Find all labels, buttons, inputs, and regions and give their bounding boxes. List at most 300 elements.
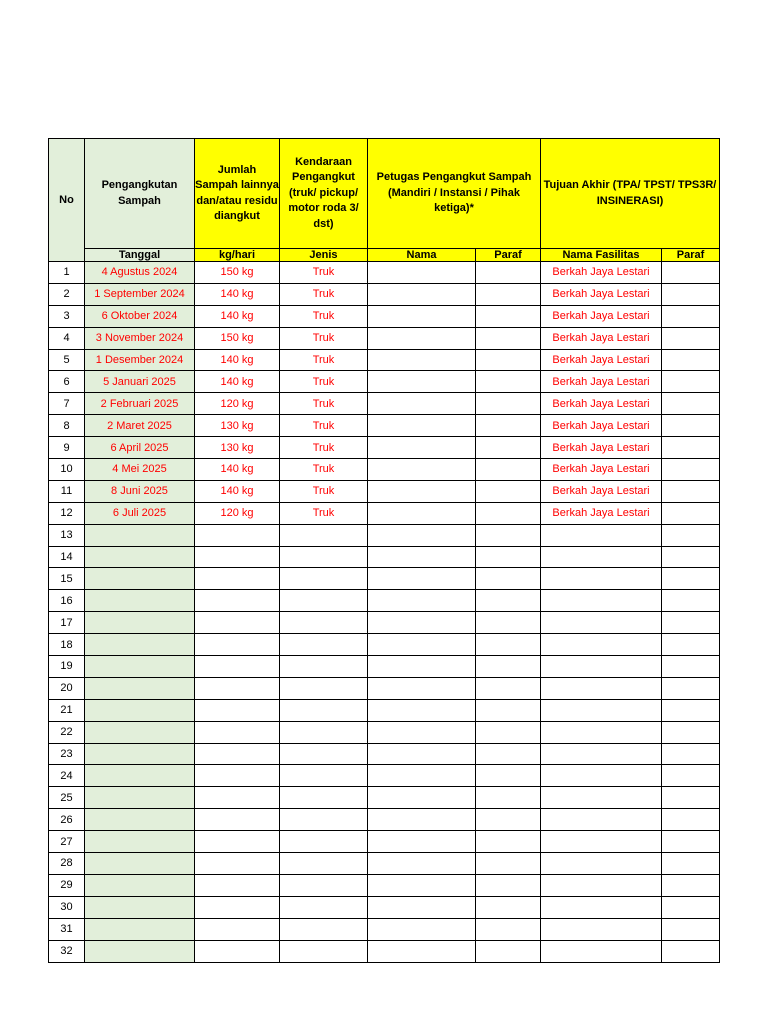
table-row <box>49 371 720 393</box>
cell-kg <box>195 831 280 853</box>
cell-no: 4 <box>49 327 85 349</box>
cell-kg <box>195 765 280 787</box>
cell-no: 21 <box>49 699 85 721</box>
cell-nama-fasilitas: Berkah Jaya Lestari <box>541 502 662 524</box>
cell-paraf-tujuan <box>662 502 720 524</box>
cell-tanggal: 2 Maret 2025 <box>85 415 195 437</box>
cell-kg: 140 kg <box>195 371 280 393</box>
cell-paraf-tujuan <box>662 524 720 546</box>
table-row <box>49 699 720 721</box>
cell-nama-fasilitas <box>541 546 662 568</box>
cell-nama-fasilitas <box>541 656 662 678</box>
header-tanggal: Tanggal <box>85 249 195 262</box>
cell-paraf-tujuan <box>662 283 720 305</box>
cell-kg <box>195 787 280 809</box>
cell-nama-petugas <box>368 721 476 743</box>
cell-paraf-tujuan <box>662 371 720 393</box>
cell-tanggal <box>85 568 195 590</box>
table-row <box>49 743 720 765</box>
cell-nama-petugas <box>368 853 476 875</box>
table-row <box>49 765 720 787</box>
cell-nama-petugas <box>368 809 476 831</box>
cell-jenis <box>280 743 368 765</box>
table-row <box>49 283 720 305</box>
cell-jenis <box>280 677 368 699</box>
cell-kg <box>195 853 280 875</box>
cell-tanggal <box>85 677 195 699</box>
header-row-main <box>49 139 720 249</box>
cell-paraf-petugas <box>476 327 541 349</box>
cell-paraf-petugas <box>476 699 541 721</box>
table-row <box>49 721 720 743</box>
cell-nama-fasilitas: Berkah Jaya Lestari <box>541 437 662 459</box>
header-no: No <box>49 139 85 262</box>
cell-kg: 140 kg <box>195 283 280 305</box>
table-row <box>49 415 720 437</box>
table-row <box>49 262 720 284</box>
table-row <box>49 677 720 699</box>
cell-no: 10 <box>49 459 85 481</box>
cell-tanggal <box>85 787 195 809</box>
table-row <box>49 853 720 875</box>
cell-jenis: Truk <box>280 393 368 415</box>
cell-kg <box>195 918 280 940</box>
cell-nama-fasilitas <box>541 590 662 612</box>
cell-nama-petugas <box>368 349 476 371</box>
cell-nama-fasilitas <box>541 787 662 809</box>
cell-tanggal <box>85 721 195 743</box>
cell-tanggal: 4 Mei 2025 <box>85 459 195 481</box>
cell-kg: 150 kg <box>195 327 280 349</box>
cell-tanggal: 6 April 2025 <box>85 437 195 459</box>
cell-tanggal: 3 November 2024 <box>85 327 195 349</box>
cell-kg <box>195 590 280 612</box>
cell-paraf-petugas <box>476 634 541 656</box>
cell-jenis <box>280 765 368 787</box>
cell-nama-fasilitas <box>541 743 662 765</box>
cell-paraf-tujuan <box>662 393 720 415</box>
cell-no: 5 <box>49 349 85 371</box>
cell-nama-petugas <box>368 305 476 327</box>
table-row <box>49 480 720 502</box>
cell-tanggal <box>85 874 195 896</box>
table-row <box>49 831 720 853</box>
cell-paraf-petugas <box>476 918 541 940</box>
cell-jenis <box>280 787 368 809</box>
cell-nama-fasilitas: Berkah Jaya Lestari <box>541 327 662 349</box>
cell-paraf-petugas <box>476 283 541 305</box>
cell-jenis: Truk <box>280 437 368 459</box>
cell-kg: 130 kg <box>195 415 280 437</box>
cell-jenis: Truk <box>280 371 368 393</box>
cell-paraf-petugas <box>476 568 541 590</box>
cell-paraf-petugas <box>476 546 541 568</box>
cell-no: 1 <box>49 262 85 284</box>
header-jenis: Jenis <box>280 249 368 262</box>
cell-paraf-petugas <box>476 787 541 809</box>
cell-paraf-tujuan <box>662 765 720 787</box>
cell-nama-petugas <box>368 415 476 437</box>
cell-no: 30 <box>49 896 85 918</box>
cell-tanggal <box>85 634 195 656</box>
cell-jenis: Truk <box>280 415 368 437</box>
cell-nama-petugas <box>368 765 476 787</box>
cell-nama-petugas <box>368 459 476 481</box>
cell-no: 23 <box>49 743 85 765</box>
cell-paraf-petugas <box>476 262 541 284</box>
cell-tanggal <box>85 743 195 765</box>
cell-paraf-petugas <box>476 524 541 546</box>
cell-jenis: Truk <box>280 502 368 524</box>
cell-jenis <box>280 524 368 546</box>
header-row-sub <box>49 249 720 262</box>
cell-nama-fasilitas <box>541 853 662 875</box>
cell-jenis <box>280 656 368 678</box>
cell-kg <box>195 896 280 918</box>
cell-no: 6 <box>49 371 85 393</box>
cell-no: 14 <box>49 546 85 568</box>
cell-nama-petugas <box>368 480 476 502</box>
cell-kg: 140 kg <box>195 305 280 327</box>
cell-nama-fasilitas: Berkah Jaya Lestari <box>541 262 662 284</box>
cell-nama-petugas <box>368 896 476 918</box>
cell-paraf-tujuan <box>662 699 720 721</box>
cell-nama-petugas <box>368 940 476 962</box>
cell-tanggal <box>85 918 195 940</box>
cell-kg <box>195 699 280 721</box>
cell-paraf-tujuan <box>662 634 720 656</box>
cell-no: 20 <box>49 677 85 699</box>
cell-no: 25 <box>49 787 85 809</box>
cell-no: 16 <box>49 590 85 612</box>
header-tujuan: Tujuan Akhir (TPA/ TPST/ TPS3R/ INSINERASI) <box>541 139 720 249</box>
cell-kg <box>195 940 280 962</box>
cell-paraf-tujuan <box>662 787 720 809</box>
cell-no: 11 <box>49 480 85 502</box>
cell-kg <box>195 568 280 590</box>
cell-nama-petugas <box>368 546 476 568</box>
cell-nama-fasilitas <box>541 831 662 853</box>
cell-paraf-petugas <box>476 612 541 634</box>
cell-no: 17 <box>49 612 85 634</box>
header-nama: Nama <box>368 249 476 262</box>
cell-jenis <box>280 721 368 743</box>
cell-nama-petugas <box>368 699 476 721</box>
header-kendaraan: Kendaraan Pengangkut (truk/ pickup/ motor roda 3/ dst) <box>280 139 368 249</box>
cell-paraf-petugas <box>476 677 541 699</box>
cell-paraf-petugas <box>476 349 541 371</box>
cell-paraf-petugas <box>476 502 541 524</box>
cell-no: 29 <box>49 874 85 896</box>
cell-paraf-petugas <box>476 721 541 743</box>
cell-paraf-tujuan <box>662 853 720 875</box>
cell-jenis: Truk <box>280 305 368 327</box>
cell-paraf-petugas <box>476 940 541 962</box>
cell-paraf-tujuan <box>662 568 720 590</box>
cell-paraf-petugas <box>476 831 541 853</box>
cell-no: 24 <box>49 765 85 787</box>
cell-paraf-tujuan <box>662 874 720 896</box>
cell-nama-fasilitas <box>541 677 662 699</box>
table-row <box>49 524 720 546</box>
cell-nama-fasilitas: Berkah Jaya Lestari <box>541 305 662 327</box>
cell-no: 18 <box>49 634 85 656</box>
table-row <box>49 940 720 962</box>
header-pengangkutan: Pengangkutan Sampah <box>85 139 195 249</box>
cell-tanggal: 5 Januari 2025 <box>85 371 195 393</box>
cell-paraf-petugas <box>476 305 541 327</box>
cell-tanggal: 6 Juli 2025 <box>85 502 195 524</box>
cell-no: 12 <box>49 502 85 524</box>
cell-jenis: Truk <box>280 283 368 305</box>
cell-kg <box>195 809 280 831</box>
cell-paraf-tujuan <box>662 721 720 743</box>
cell-jenis <box>280 918 368 940</box>
cell-jenis <box>280 699 368 721</box>
cell-nama-fasilitas <box>541 765 662 787</box>
cell-nama-fasilitas <box>541 896 662 918</box>
cell-paraf-petugas <box>476 809 541 831</box>
cell-tanggal <box>85 831 195 853</box>
cell-kg <box>195 546 280 568</box>
cell-tanggal: 4 Agustus 2024 <box>85 262 195 284</box>
cell-kg <box>195 743 280 765</box>
table-row <box>49 590 720 612</box>
cell-paraf-tujuan <box>662 459 720 481</box>
cell-nama-petugas <box>368 590 476 612</box>
cell-paraf-petugas <box>476 853 541 875</box>
cell-paraf-tujuan <box>662 327 720 349</box>
cell-tanggal <box>85 896 195 918</box>
table-row <box>49 787 720 809</box>
cell-jenis <box>280 940 368 962</box>
table-row <box>49 459 720 481</box>
cell-tanggal: 1 September 2024 <box>85 283 195 305</box>
cell-kg <box>195 721 280 743</box>
header-paraf-tujuan: Paraf <box>662 249 720 262</box>
cell-paraf-tujuan <box>662 918 720 940</box>
cell-tanggal <box>85 765 195 787</box>
cell-paraf-tujuan <box>662 349 720 371</box>
cell-jenis <box>280 853 368 875</box>
cell-kg: 150 kg <box>195 262 280 284</box>
table-row <box>49 546 720 568</box>
cell-no: 31 <box>49 918 85 940</box>
cell-paraf-tujuan <box>662 940 720 962</box>
cell-paraf-tujuan <box>662 896 720 918</box>
cell-nama-fasilitas <box>541 699 662 721</box>
cell-nama-fasilitas <box>541 634 662 656</box>
cell-paraf-tujuan <box>662 743 720 765</box>
cell-no: 28 <box>49 853 85 875</box>
cell-jenis <box>280 634 368 656</box>
cell-nama-petugas <box>368 502 476 524</box>
cell-jenis <box>280 546 368 568</box>
cell-nama-fasilitas <box>541 612 662 634</box>
header-petugas: Petugas Pengangkut Sampah (Mandiri / Instansi / Pihak ketiga)* <box>368 139 541 249</box>
cell-kg: 120 kg <box>195 502 280 524</box>
cell-nama-fasilitas: Berkah Jaya Lestari <box>541 480 662 502</box>
header-nama-fasilitas: Nama Fasilitas <box>541 249 662 262</box>
cell-tanggal <box>85 809 195 831</box>
cell-no: 27 <box>49 831 85 853</box>
cell-jenis <box>280 809 368 831</box>
cell-paraf-tujuan <box>662 480 720 502</box>
table-row <box>49 874 720 896</box>
cell-jenis <box>280 831 368 853</box>
cell-kg <box>195 656 280 678</box>
cell-nama-petugas <box>368 831 476 853</box>
cell-no: 7 <box>49 393 85 415</box>
cell-paraf-petugas <box>476 480 541 502</box>
cell-nama-petugas <box>368 743 476 765</box>
header-kg-hari: kg/hari <box>195 249 280 262</box>
table-row <box>49 896 720 918</box>
cell-jenis <box>280 896 368 918</box>
cell-nama-fasilitas: Berkah Jaya Lestari <box>541 349 662 371</box>
cell-jenis <box>280 590 368 612</box>
header-paraf-petugas: Paraf <box>476 249 541 262</box>
cell-nama-fasilitas <box>541 809 662 831</box>
cell-nama-petugas <box>368 656 476 678</box>
table-row <box>49 918 720 940</box>
cell-nama-petugas <box>368 283 476 305</box>
cell-tanggal: 1 Desember 2024 <box>85 349 195 371</box>
cell-paraf-petugas <box>476 415 541 437</box>
cell-jenis: Truk <box>280 327 368 349</box>
cell-nama-petugas <box>368 918 476 940</box>
cell-jenis: Truk <box>280 349 368 371</box>
table-row <box>49 634 720 656</box>
cell-paraf-petugas <box>476 590 541 612</box>
cell-nama-fasilitas: Berkah Jaya Lestari <box>541 459 662 481</box>
table-row <box>49 568 720 590</box>
cell-paraf-tujuan <box>662 305 720 327</box>
cell-jenis <box>280 874 368 896</box>
cell-nama-petugas <box>368 327 476 349</box>
cell-tanggal: 6 Oktober 2024 <box>85 305 195 327</box>
cell-no: 26 <box>49 809 85 831</box>
cell-no: 15 <box>49 568 85 590</box>
cell-paraf-tujuan <box>662 546 720 568</box>
cell-no: 22 <box>49 721 85 743</box>
cell-tanggal <box>85 612 195 634</box>
cell-nama-fasilitas <box>541 940 662 962</box>
cell-no: 9 <box>49 437 85 459</box>
cell-kg: 130 kg <box>195 437 280 459</box>
cell-tanggal <box>85 590 195 612</box>
cell-paraf-petugas <box>476 393 541 415</box>
cell-nama-fasilitas <box>541 721 662 743</box>
cell-paraf-tujuan <box>662 262 720 284</box>
cell-paraf-tujuan <box>662 656 720 678</box>
cell-nama-fasilitas <box>541 918 662 940</box>
cell-nama-petugas <box>368 262 476 284</box>
table-row <box>49 809 720 831</box>
cell-paraf-tujuan <box>662 809 720 831</box>
cell-kg <box>195 677 280 699</box>
cell-paraf-petugas <box>476 743 541 765</box>
table-row <box>49 327 720 349</box>
cell-no: 3 <box>49 305 85 327</box>
cell-kg <box>195 524 280 546</box>
cell-jenis: Truk <box>280 480 368 502</box>
cell-kg <box>195 634 280 656</box>
cell-paraf-petugas <box>476 874 541 896</box>
cell-nama-petugas <box>368 874 476 896</box>
cell-nama-petugas <box>368 524 476 546</box>
cell-tanggal: 8 Juni 2025 <box>85 480 195 502</box>
cell-kg: 140 kg <box>195 480 280 502</box>
cell-paraf-petugas <box>476 437 541 459</box>
cell-nama-petugas <box>368 634 476 656</box>
cell-paraf-tujuan <box>662 831 720 853</box>
cell-paraf-petugas <box>476 656 541 678</box>
cell-tanggal <box>85 940 195 962</box>
cell-nama-petugas <box>368 612 476 634</box>
table-row <box>49 393 720 415</box>
transport-log-table <box>48 138 720 963</box>
cell-nama-fasilitas: Berkah Jaya Lestari <box>541 371 662 393</box>
table-body <box>49 262 720 963</box>
cell-no: 19 <box>49 656 85 678</box>
cell-jenis <box>280 612 368 634</box>
cell-no: 32 <box>49 940 85 962</box>
cell-paraf-petugas <box>476 459 541 481</box>
cell-paraf-petugas <box>476 896 541 918</box>
cell-paraf-tujuan <box>662 612 720 634</box>
cell-tanggal <box>85 699 195 721</box>
cell-kg <box>195 612 280 634</box>
cell-no: 2 <box>49 283 85 305</box>
table-row <box>49 305 720 327</box>
cell-jenis <box>280 568 368 590</box>
cell-tanggal: 2 Februari 2025 <box>85 393 195 415</box>
cell-nama-petugas <box>368 677 476 699</box>
cell-nama-petugas <box>368 568 476 590</box>
cell-jenis: Truk <box>280 262 368 284</box>
cell-tanggal <box>85 853 195 875</box>
table-row <box>49 612 720 634</box>
cell-tanggal <box>85 656 195 678</box>
cell-tanggal <box>85 546 195 568</box>
cell-no: 8 <box>49 415 85 437</box>
cell-nama-petugas <box>368 393 476 415</box>
cell-nama-fasilitas: Berkah Jaya Lestari <box>541 415 662 437</box>
cell-nama-petugas <box>368 437 476 459</box>
header-jumlah: Jumlah Sampah lainnya dan/atau residu diangkut <box>195 139 280 249</box>
table-row <box>49 437 720 459</box>
cell-nama-fasilitas <box>541 874 662 896</box>
cell-nama-fasilitas <box>541 568 662 590</box>
cell-kg <box>195 874 280 896</box>
cell-no: 13 <box>49 524 85 546</box>
cell-paraf-tujuan <box>662 590 720 612</box>
cell-jenis: Truk <box>280 459 368 481</box>
cell-nama-fasilitas: Berkah Jaya Lestari <box>541 393 662 415</box>
cell-tanggal <box>85 524 195 546</box>
table-row <box>49 656 720 678</box>
table-row <box>49 349 720 371</box>
cell-paraf-tujuan <box>662 415 720 437</box>
table-row <box>49 502 720 524</box>
cell-nama-petugas <box>368 371 476 393</box>
cell-nama-petugas <box>368 787 476 809</box>
cell-kg: 140 kg <box>195 459 280 481</box>
cell-nama-fasilitas <box>541 524 662 546</box>
cell-kg: 120 kg <box>195 393 280 415</box>
cell-paraf-petugas <box>476 765 541 787</box>
